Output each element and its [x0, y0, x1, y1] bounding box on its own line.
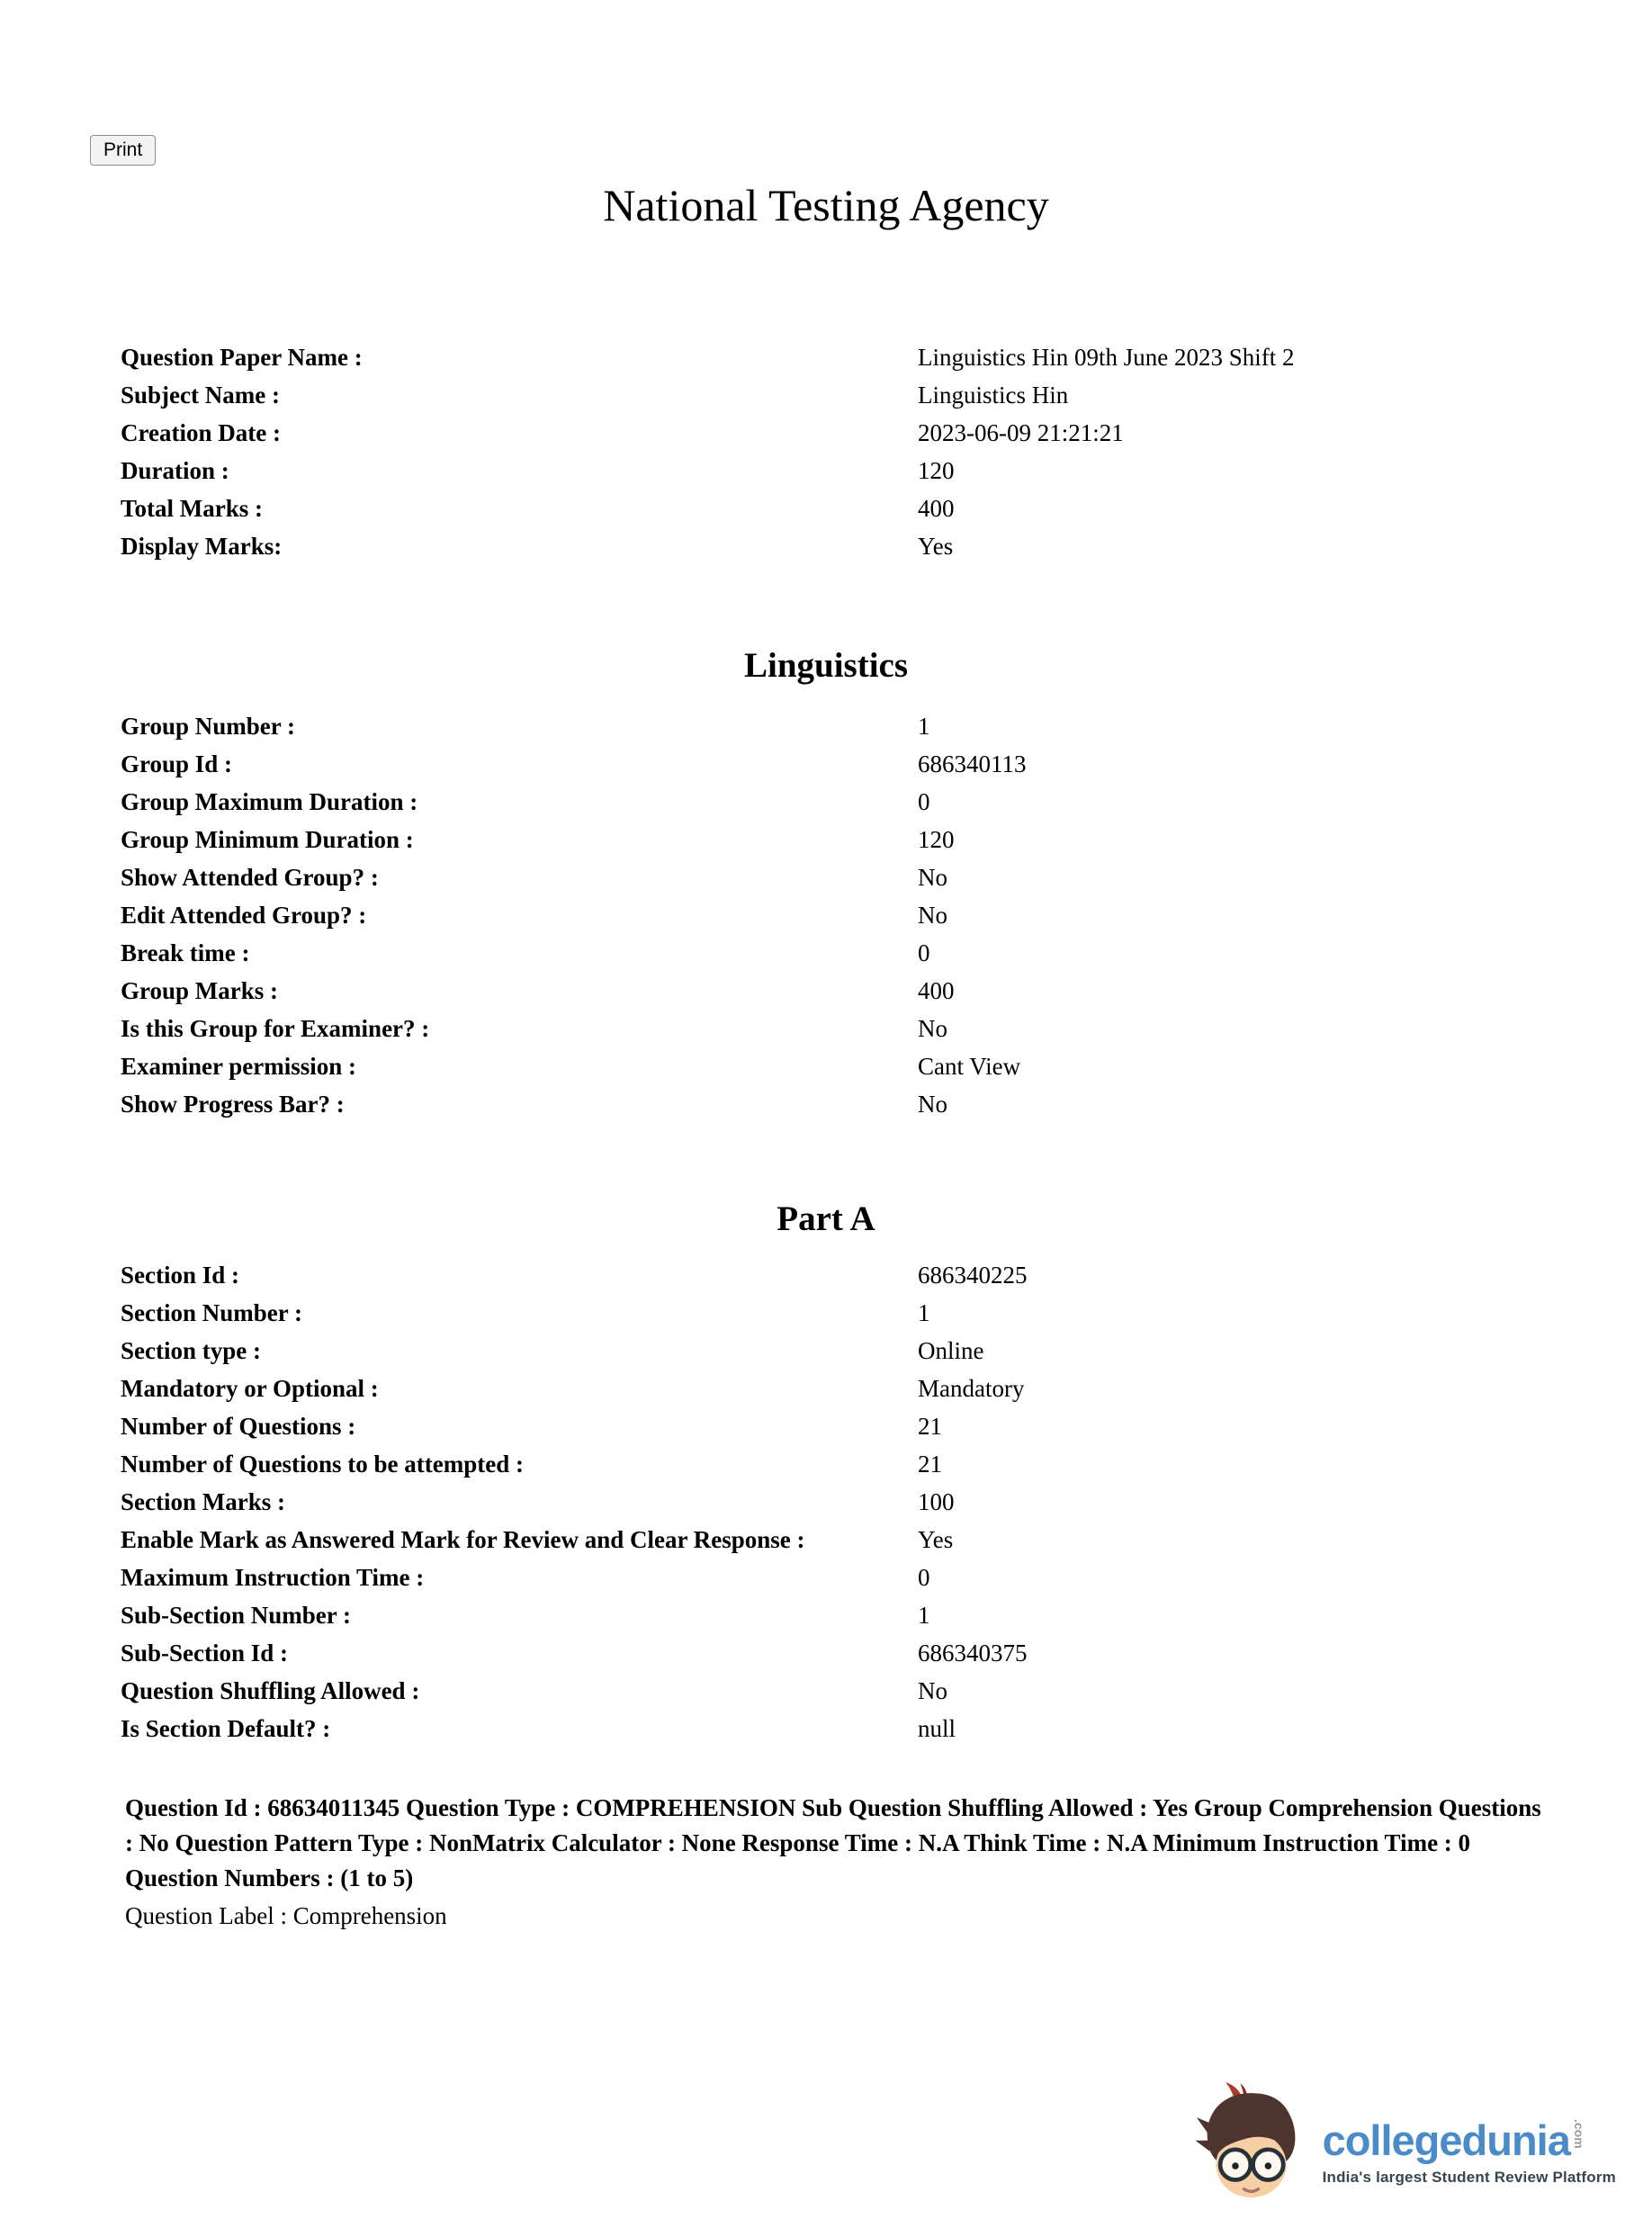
row-label: Enable Mark as Answered Mark for Review and Clear Response : — [121, 1526, 805, 1554]
question-label: Question Label : Comprehension — [125, 1902, 447, 1930]
table-row — [0, 1085, 1652, 1123]
row-label: Question Shuffling Allowed : — [121, 1677, 420, 1705]
question-meta: Question Id : 68634011345 Question Type : COMPREHENSION Sub Question Shuffling Allowed : Yes Group Comprehension Questions : No Question Pattern Type : NonMatrix Calculator : None Response Time : N.A Think Time : N.A Minimum Instruction Time : 0 — [125, 1794, 1541, 1857]
section-info-table — [0, 1256, 1652, 1747]
table-row — [0, 1370, 1652, 1407]
page-title: National Testing Agency — [603, 180, 1049, 230]
row-label: Sub-Section Id : — [121, 1640, 289, 1667]
collegedunia-mascot-icon — [1190, 2082, 1312, 2223]
group-heading: Linguistics — [743, 645, 909, 685]
table-row — [0, 1596, 1652, 1634]
table-row — [0, 896, 1652, 934]
row-label: Number of Questions : — [121, 1413, 356, 1441]
row-value: 0 — [918, 788, 930, 816]
row-label: Section Id : — [121, 1262, 240, 1289]
row-value: 1 — [918, 1602, 930, 1630]
row-value: Online — [918, 1337, 984, 1365]
row-label: Total Marks : — [121, 494, 264, 522]
row-label: Question Paper Name : — [121, 343, 363, 371]
table-row — [0, 1483, 1652, 1521]
brand-name: collegedunia — [1322, 2116, 1570, 2164]
row-value: 2023-06-09 21:21:21 — [918, 418, 1124, 446]
row-value: Mandatory — [918, 1375, 1025, 1403]
table-row — [0, 821, 1652, 858]
row-label: Edit Attended Group? : — [121, 902, 367, 930]
row-value: 0 — [918, 1564, 930, 1592]
brand-suffix: .com — [1571, 2118, 1586, 2149]
row-value: Linguistics Hin 09th June 2023 Shift 2 — [918, 343, 1295, 371]
row-value: 21 — [918, 1413, 942, 1441]
row-value: Yes — [918, 532, 954, 560]
row-label: Break time : — [121, 939, 250, 967]
question-block — [0, 1791, 1551, 1934]
row-value: 120 — [918, 826, 955, 854]
collegedunia-logo — [1190, 2082, 1616, 2223]
row-label: Show Attended Group? : — [121, 864, 379, 892]
row-label: Display Marks: — [121, 532, 283, 560]
table-row — [0, 452, 1652, 490]
row-value: No — [918, 864, 947, 892]
table-row — [0, 1010, 1652, 1047]
row-value: 686340113 — [918, 750, 1027, 778]
row-label: Show Progress Bar? : — [121, 1091, 345, 1118]
group-info-table — [0, 707, 1652, 1123]
row-value: Cant View — [918, 1053, 1021, 1081]
row-value: 686340225 — [918, 1262, 1028, 1289]
row-value: No — [918, 902, 947, 930]
row-value: 686340375 — [918, 1640, 1028, 1667]
print-button[interactable]: Print — [90, 135, 156, 166]
row-value: Linguistics Hin — [918, 381, 1069, 409]
question-numbers: Question Numbers : (1 to 5) — [125, 1864, 414, 1892]
row-value: null — [918, 1715, 956, 1743]
row-label: Duration : — [121, 456, 229, 484]
row-label: Is this Group for Examiner? : — [121, 1015, 430, 1043]
table-row — [0, 1559, 1652, 1596]
table-row — [0, 1521, 1652, 1559]
row-label: Maximum Instruction Time : — [121, 1564, 425, 1592]
row-label: Examiner permission : — [121, 1053, 356, 1081]
row-label: Section type : — [121, 1337, 261, 1365]
row-label: Group Number : — [121, 713, 296, 741]
row-label: Group Id : — [121, 750, 233, 778]
part-heading: Part A — [777, 1199, 875, 1239]
row-value: 1 — [918, 1299, 930, 1327]
row-value: 400 — [918, 977, 955, 1005]
row-value: 0 — [918, 939, 930, 967]
table-row — [0, 1294, 1652, 1332]
brand-tagline: India's largest Student Review Platform — [1322, 2168, 1616, 2186]
table-row — [0, 1256, 1652, 1294]
brand-text — [1322, 2116, 1616, 2187]
table-row — [0, 414, 1652, 452]
table-row — [0, 1710, 1652, 1747]
table-row — [0, 934, 1652, 972]
row-label: Is Section Default? : — [121, 1715, 331, 1743]
table-row — [0, 858, 1652, 896]
table-row — [0, 376, 1652, 414]
row-value: 400 — [918, 494, 955, 522]
row-label: Number of Questions to be attempted : — [121, 1451, 524, 1478]
table-row — [0, 1047, 1652, 1085]
table-row — [0, 1634, 1652, 1672]
row-value: No — [918, 1677, 947, 1705]
table-row — [0, 972, 1652, 1010]
row-label: Sub-Section Number : — [121, 1602, 352, 1630]
row-label: Creation Date : — [121, 418, 281, 446]
row-value: 21 — [918, 1451, 942, 1478]
row-value: 1 — [918, 713, 930, 741]
table-row — [0, 1445, 1652, 1483]
table-row — [0, 783, 1652, 821]
row-label: Group Marks : — [121, 977, 279, 1005]
table-row — [0, 707, 1652, 745]
table-row — [0, 1332, 1652, 1370]
row-label: Group Maximum Duration : — [121, 788, 418, 816]
row-label: Mandatory or Optional : — [121, 1375, 379, 1403]
table-row — [0, 338, 1652, 376]
row-value: 100 — [918, 1488, 955, 1516]
paper-info-table — [0, 338, 1652, 565]
row-value: 120 — [918, 456, 955, 484]
row-value: No — [918, 1015, 947, 1043]
row-label: Group Minimum Duration : — [121, 826, 414, 854]
row-label: Section Number : — [121, 1299, 302, 1327]
row-value: Yes — [918, 1526, 954, 1554]
table-row — [0, 745, 1652, 783]
row-label: Section Marks : — [121, 1488, 285, 1516]
table-row — [0, 527, 1652, 565]
row-value: No — [918, 1091, 947, 1118]
row-label: Subject Name : — [121, 381, 280, 409]
table-row — [0, 490, 1652, 527]
table-row — [0, 1672, 1652, 1710]
table-row — [0, 1407, 1652, 1445]
